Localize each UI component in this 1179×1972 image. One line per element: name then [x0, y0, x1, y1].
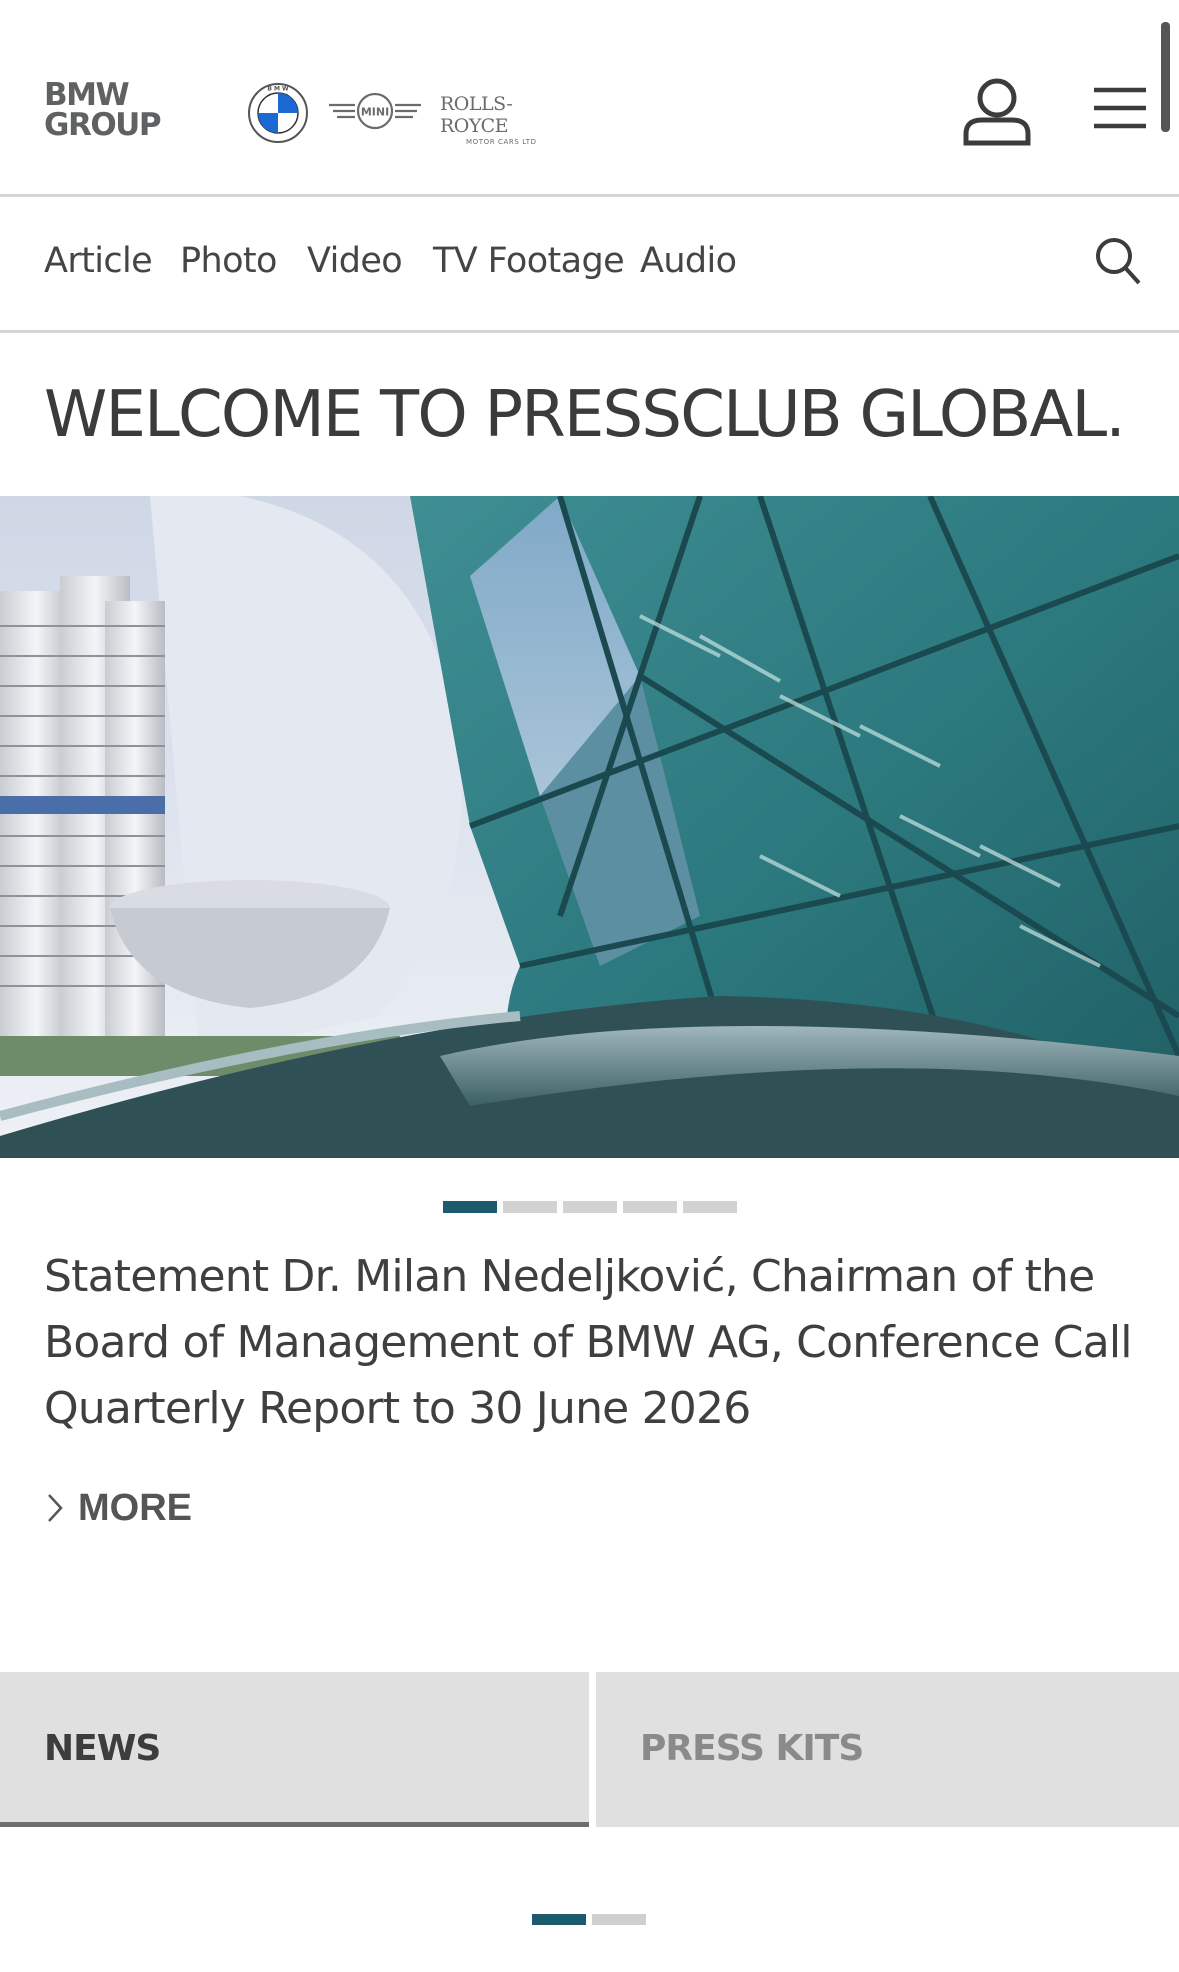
carousel-dot-1[interactable]	[443, 1201, 497, 1213]
nav-item-article[interactable]: Article	[44, 241, 153, 281]
pager-dot-2[interactable]	[592, 1914, 646, 1925]
group-logo-line1: BMW	[44, 77, 129, 113]
search-icon[interactable]	[1094, 236, 1142, 286]
carousel-dot-2[interactable]	[503, 1201, 557, 1213]
more-link[interactable]	[44, 1484, 192, 1532]
tab-news[interactable]	[0, 1672, 589, 1827]
nav-item-audio[interactable]: Audio	[640, 241, 737, 281]
mini-wings-icon[interactable]	[327, 92, 423, 130]
hamburger-menu-icon[interactable]	[1092, 86, 1148, 130]
chevron-right-icon	[44, 1490, 66, 1526]
scrollbar-thumb[interactable]	[1161, 22, 1170, 132]
svg-text:B M W: B M W	[267, 85, 289, 93]
carousel-dot-3[interactable]	[563, 1201, 617, 1213]
site-header	[0, 0, 1179, 197]
rolls-royce-sub: MOTOR CARS LTD	[466, 138, 537, 146]
svg-text:MINI: MINI	[360, 105, 390, 119]
nav-item-photo[interactable]: Photo	[180, 241, 277, 281]
nav-item-video[interactable]: Video	[307, 241, 403, 281]
hero-headline[interactable]: Statement Dr. Milan Nedeljković, Chairman of the Board of Management of BMW AG, Conference Call Quarterly Report to 30 June 2026	[44, 1251, 1132, 1434]
tab-press-kits[interactable]	[596, 1672, 1179, 1827]
pager-dot-1[interactable]	[532, 1914, 586, 1925]
page-title: WELCOME TO PRESSCLUB GLOBAL.	[44, 378, 1124, 452]
rolls-royce-name: ROLLS-ROYCE	[440, 93, 513, 137]
group-logo-line2: GROUP	[44, 107, 161, 143]
user-icon[interactable]	[962, 74, 1032, 146]
tab-press-kits-label: PRESS KITS	[640, 1728, 864, 1769]
bmw-roundel-icon[interactable]	[247, 82, 309, 144]
media-type-nav	[0, 197, 1179, 333]
bmw-welt-photo	[0, 496, 1179, 1158]
carousel-dot-4[interactable]	[623, 1201, 677, 1213]
more-label: MORE	[78, 1486, 192, 1529]
carousel-dot-5[interactable]	[683, 1201, 737, 1213]
hero-carousel-image[interactable]	[0, 496, 1179, 1158]
tab-news-label: NEWS	[44, 1728, 161, 1769]
bmw-group-logo[interactable]	[44, 77, 164, 143]
nav-item-tv-footage[interactable]: TV Footage	[433, 241, 625, 281]
rolls-royce-wordmark[interactable]	[440, 93, 570, 146]
